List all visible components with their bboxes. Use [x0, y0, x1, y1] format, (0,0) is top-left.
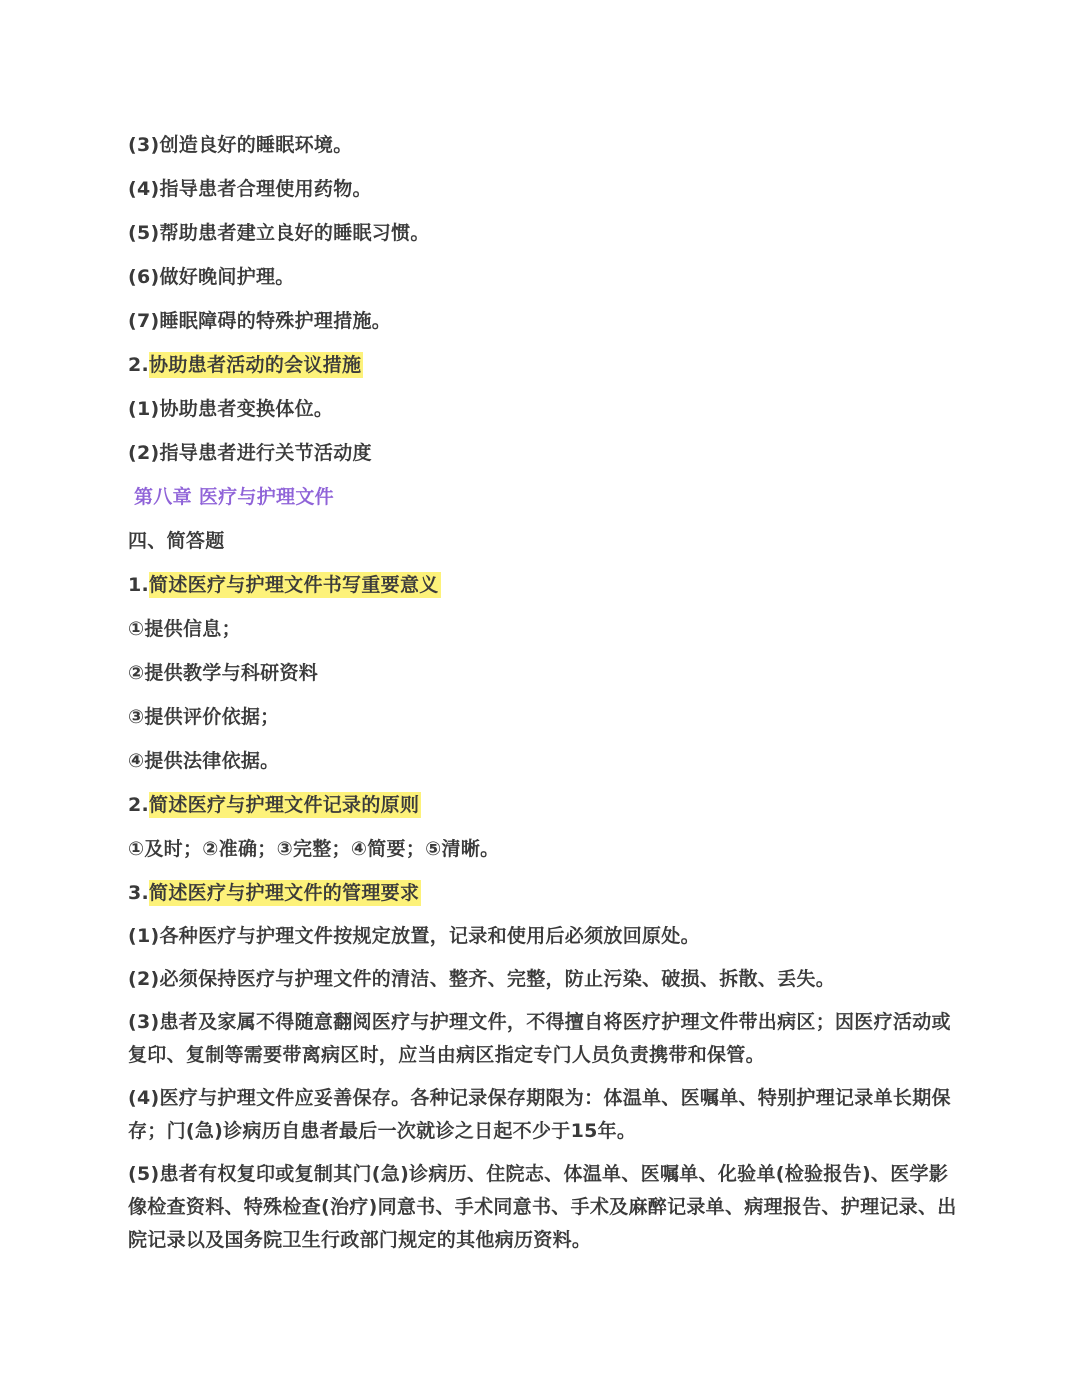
chapter-title: 第八章 医疗与护理文件 — [134, 486, 334, 508]
q3-item: (3)患者及家属不得随意翻阅医疗与护理文件，不得擅自将医疗护理文件带出病区；因医疗活动或复印、复制等需要带离病区时，应当由病区指定专门人员负责携带和保管。 — [128, 1011, 951, 1066]
q1-item: ①提供信息； — [128, 618, 241, 640]
q2-heading — [128, 788, 958, 822]
q1-item: ④提供法律依据。 — [128, 750, 280, 772]
q3-number: 3. — [128, 882, 150, 904]
activity-item: (2)指导患者进行关节活动度 — [128, 442, 372, 464]
sleep-measure-item: (3)创造良好的睡眠环境。 — [128, 134, 353, 156]
q1-heading — [128, 568, 958, 602]
document-page — [128, 128, 958, 1267]
q2-number: 2. — [128, 794, 150, 816]
q1-number: 1. — [128, 574, 150, 596]
activity-heading-text: 协助患者活动的会议措施 — [149, 354, 362, 376]
sleep-measure-item: (5)帮助患者建立良好的睡眠习惯。 — [128, 222, 430, 244]
q2-answer: ①及时；②准确；③完整；④简要；⑤清晰。 — [128, 838, 500, 860]
activity-item: (1)协助患者变换体位。 — [128, 398, 334, 420]
sleep-measure-item: (6)做好晚间护理。 — [128, 266, 295, 288]
activity-heading — [128, 348, 958, 382]
section-title: 四、简答题 — [128, 530, 225, 552]
q3-item: (4)医疗与护理文件应妥善保存。各种记录保存期限为：体温单、医嘱单、特别护理记录单长期保存；门(急)诊病历自患者最后一次就诊之日起不少于15年。 — [128, 1087, 951, 1142]
q3-item: (1)各种医疗与护理文件按规定放置，记录和使用后必须放回原处。 — [128, 925, 700, 947]
q1-item: ②提供教学与科研资料 — [128, 662, 319, 684]
activity-number: 2. — [128, 354, 150, 376]
sleep-measure-item: (7)睡眠障碍的特殊护理措施。 — [128, 310, 392, 332]
q3-item: (5)患者有权复印或复制其门(急)诊病历、住院志、体温单、医嘱单、化验单(检验报告)、医学影像检查资料、特殊检查(治疗)同意书、手术同意书、手术及麻醉记录单、病理报告、护理记录、出院记录以及国务院卫生行政部门规定的其他病历资料。 — [128, 1163, 957, 1251]
q3-heading — [128, 876, 958, 910]
sleep-measure-item: (4)指导患者合理使用药物。 — [128, 178, 372, 200]
q1-item: ③提供评价依据； — [128, 706, 280, 728]
q1-heading-text: 简述医疗与护理文件书写重要意义 — [149, 574, 439, 596]
q3-heading-text: 简述医疗与护理文件的管理要求 — [149, 882, 420, 904]
q3-item: (2)必须保持医疗与护理文件的清洁、整齐、完整，防止污染、破损、拆散、丢失。 — [128, 968, 835, 990]
q2-heading-text: 简述医疗与护理文件记录的原则 — [149, 794, 420, 816]
